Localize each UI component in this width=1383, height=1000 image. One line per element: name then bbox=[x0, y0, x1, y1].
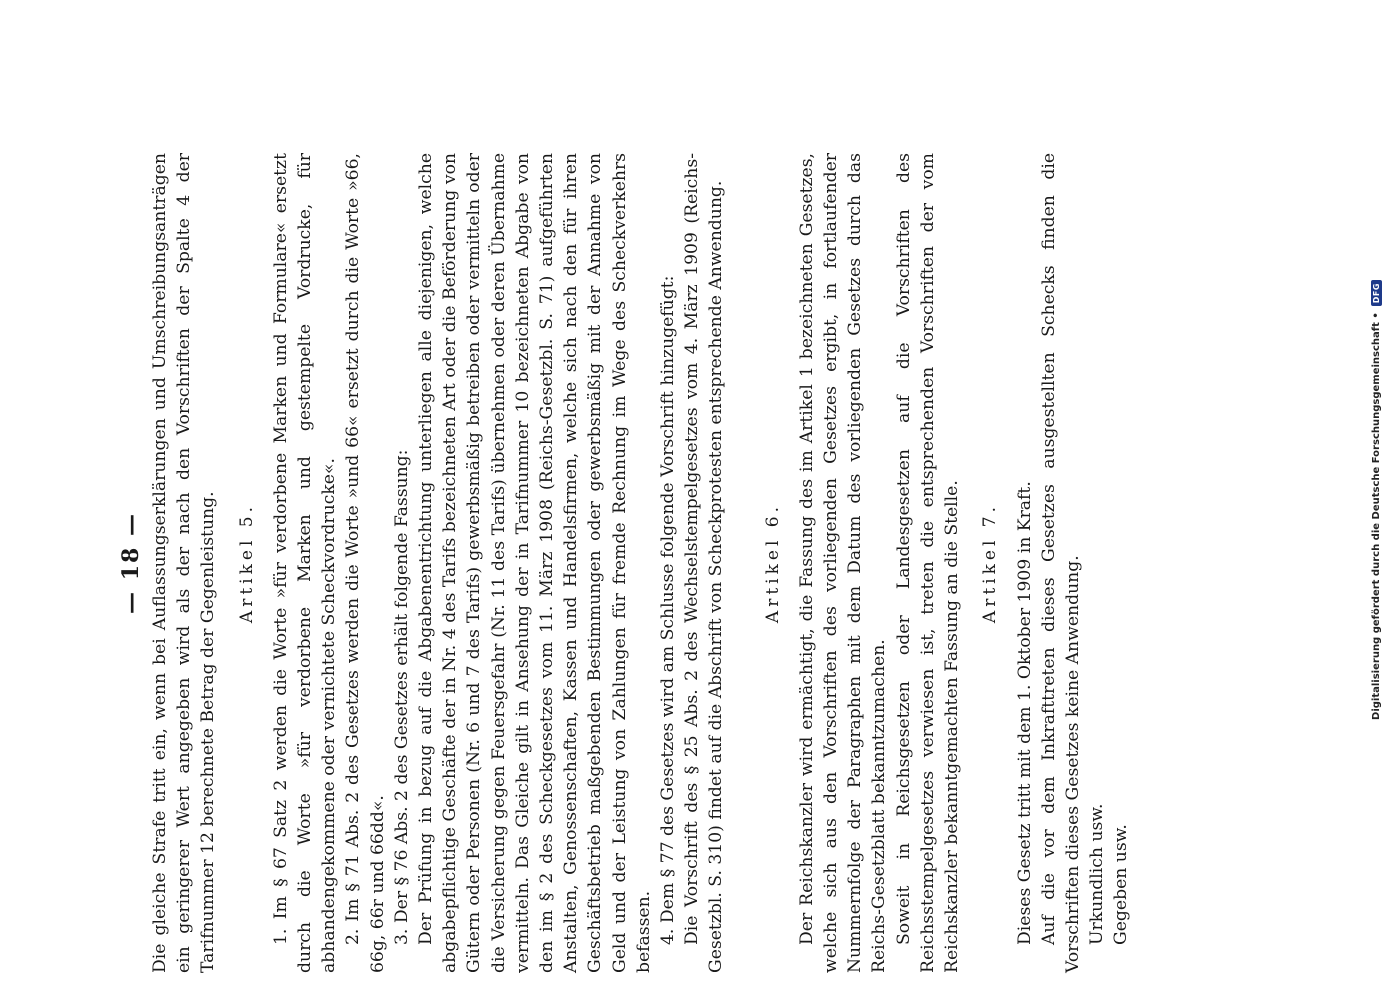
paragraph: 4. Dem § 77 des Gesetzes wird am Schlusse folgende Vorschrift hinzugefügt: bbox=[658, 275, 679, 945]
paragraph: Die Vorschrift des § 25 Abs. 2 des Wechselstempelgesetzes vom 4. März 1909 (Reichs-Gesetzbl. S. 310) findet auf die Abschrift von Scheckprotesten entsprechende Anwendung. bbox=[682, 153, 727, 973]
paragraph: 2. Im § 71 Abs. 2 des Gesetzes werden die Worte »und 66« ersetzt durch die Worte »66, 66g, 66r und 66dd«. bbox=[343, 153, 388, 973]
paragraph: Die gleiche Strafe tritt ein, wenn bei Auflassungserklärungen und Umschreibungsanträgen ein geringerer Wert angegeben wird als der nach den Vorschriften der Spalte 4 der Tarifnummer 12 berechnete Betrag der Gegenleistung. bbox=[150, 153, 219, 973]
paragraph: Der Prüfung in bezug auf die Abgabenentrichtung unterliegen alle diejenigen, welche abgabepflichtige Geschäfte der in Nr. 4 des Tarifs bezeichneten Art oder die Beförderung von Gütern oder Personen (Nr. 6 und 7 des Tarifs) gewerbsmäßig betreiben oder vermitteln oder die Versicherung gegen Feuersgefahr (Nr. 11 des Tarifs) übernehmen oder deren Übernahme vermitteln. Das Gleiche gilt in Ansehung der in Tarifnummer 10 bezeichneten Abgabe von den im § 2 des Scheckgesetzes vom 11. März 1908 (Reichs-Gesetzbl. S. 71) aufgeführten Anstalten, Genossenschaften, Kassen und Handelsfirmen, welche sich nach den für ihren Geschäftsbetrieb maßgebenden Bestimmungen oder gewerbsmäßig mit der Annahme von Geld und der Leistung von Zahlungen für fremde Rechnung im Wege des Scheckverkehrs befassen. bbox=[416, 153, 654, 973]
paragraph: Gegeben usw. bbox=[1111, 824, 1132, 945]
paragraph: Auf die vor dem Inkrafttreten dieses Gesetzes ausgestellten Schecks finden die Vorschriften dieses Gesetzes keine Anwendung. bbox=[1038, 153, 1083, 973]
paragraph: 1. Im § 67 Satz 2 werden die Worte »für verdorbene Marken und Formulare« ersetzt durch die Worte »für verdorbene Marken und gestempelte Vordrucke, für abhandengekommene oder vernichtete Scheckvordrucke«. bbox=[270, 153, 340, 973]
section-heading: Artikel 5. bbox=[236, 502, 257, 624]
paragraph: Der Reichskanzler wird ermächtigt, die Fassung des im Artikel 1 bezeichneten Gesetzes, welche sich aus den Vorschriften des vorliegenden Gesetzes ergibt, in fortlaufender Nummernfolge der Paragraphen mit dem Datum des vorliegenden Gesetzes durch das Reichs-Gesetzblatt bekanntzumachen. bbox=[796, 153, 890, 973]
paragraph: Dieses Gesetz tritt mit dem 1. Oktober 1909 in Kraft. bbox=[1014, 481, 1035, 945]
page-number: — 18 — bbox=[118, 512, 144, 614]
credit-text: Digitalisierung gefördert durch die Deutsche Forschungsgemeinschaft • bbox=[1370, 312, 1382, 720]
section-heading: Artikel 7. bbox=[980, 502, 1001, 624]
digitization-credit bbox=[1366, 0, 1383, 1000]
spacer bbox=[729, 153, 747, 973]
paragraph: Soweit in Reichsgesetzen oder Landesgesetzen auf die Vorschriften des Reichsstempelgesetzes verwiesen ist, treten die entsprechenden Vorschriften der vom Reichskanzler bekanntgemachten Fassung an die Stelle. bbox=[893, 153, 963, 973]
paragraph: 3. Der § 76 Abs. 2 des Gesetzes erhält folgende Fassung: bbox=[391, 449, 412, 945]
paragraph: Urkundlich usw. bbox=[1087, 803, 1108, 945]
dfg-logo-icon: DFG bbox=[1371, 280, 1382, 306]
document-body bbox=[148, 153, 1134, 973]
section-heading: Artikel 6. bbox=[762, 502, 783, 624]
document-page bbox=[118, 153, 1132, 973]
